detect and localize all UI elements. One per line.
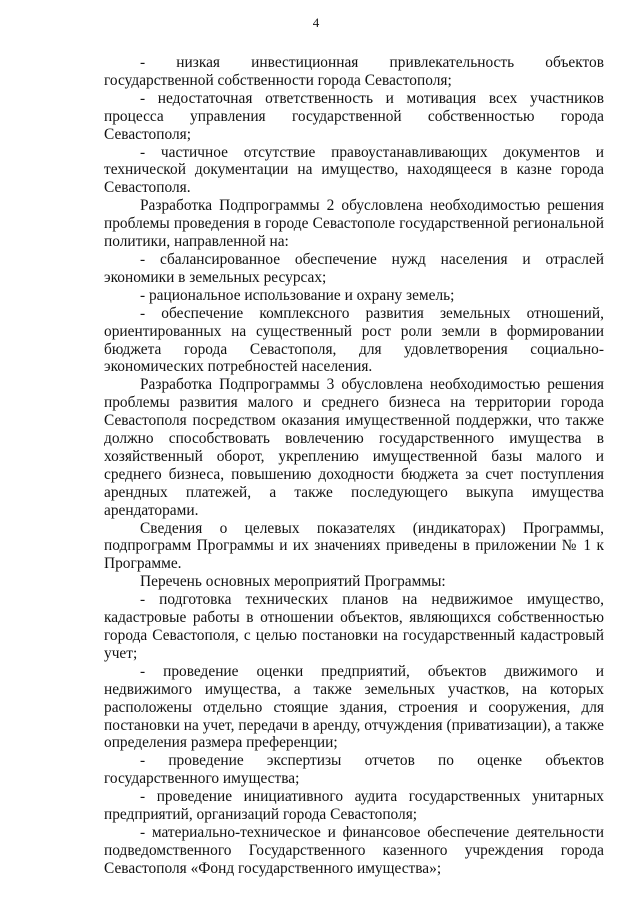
paragraph: Перечень основных мероприятий Программы: <box>140 573 446 591</box>
paragraph: - проведение инициативного аудита государственных унитарных предприятий, организаций города Севастополя; <box>104 788 604 824</box>
paragraph: - рациональное использование и охрану земель; <box>140 286 455 304</box>
paragraph: Разработка Подпрограммы 2 обусловлена необходимостью решения проблемы проведения в городе Севастополе государственной региональной политики, направленной на: <box>104 197 604 251</box>
paragraph: Разработка Подпрограммы 3 обусловлена необходимостью решения проблемы развития малого и среднего бизнеса на территории города Севастополя посредством оказания имущественной поддержки, что также должно способствовать вовлечению государственного имущества в хозяйственный оборот, укреплению имущественной базы малого и среднего бизнеса, повышению доходности бюджета за счет поступления арендных платежей, а также последующего выкупа имущества арендаторами. <box>104 376 604 519</box>
document-body <box>104 54 604 878</box>
paragraph: - материально-техническое и финансовое обеспечение деятельности подведомственного Государственного казенного учреждения города Севастополя «Фонд государственного имущества»; <box>104 823 604 877</box>
paragraph: - обеспечение комплексного развития земельных отношений, ориентированных на существенный рост роли земли в формировании бюджета города Севастополя, для удовлетворения социально-экономических потребностей населения. <box>104 304 604 376</box>
paragraph: - сбалансированное обеспечение нужд населения и отраслей экономики в земельных ресурсах; <box>104 250 604 286</box>
paragraph: Сведения о целевых показателях (индикаторах) Программы, подпрограмм Программы и их значениях приведены в приложении № 1 к Программе. <box>104 519 604 573</box>
paragraph: - проведение оценки предприятий, объектов движимого и недвижимого имущества, а также земельных участков, на которых расположены отдельно стоящие здания, строения и сооружения, для постановки на учет, передачи в аренду, отчуждения (приватизации), а также определения размера преференции; <box>104 662 604 752</box>
paragraph: - недостаточная ответственность и мотивация всех участников процесса управления государственной собственностью города Севастополя; <box>104 89 604 143</box>
paragraph: - проведение экспертизы отчетов по оценке объектов государственного имущества; <box>104 752 604 788</box>
paragraph: - частичное отсутствие правоустанавливающих документов и технической документации на имущество, находящееся в казне города Севастополя. <box>104 143 604 197</box>
paragraph: - низкая инвестиционная привлекательность объектов государственной собственности города Севастополя; <box>104 54 604 89</box>
page-number: 4 <box>312 15 320 30</box>
paragraph: - подготовка технических планов на недвижимое имущество, кадастровые работы в отношении объектов, являющихся собственностью города Севастополя, с целью постановки на государственный кадастровый учет; <box>104 591 604 662</box>
